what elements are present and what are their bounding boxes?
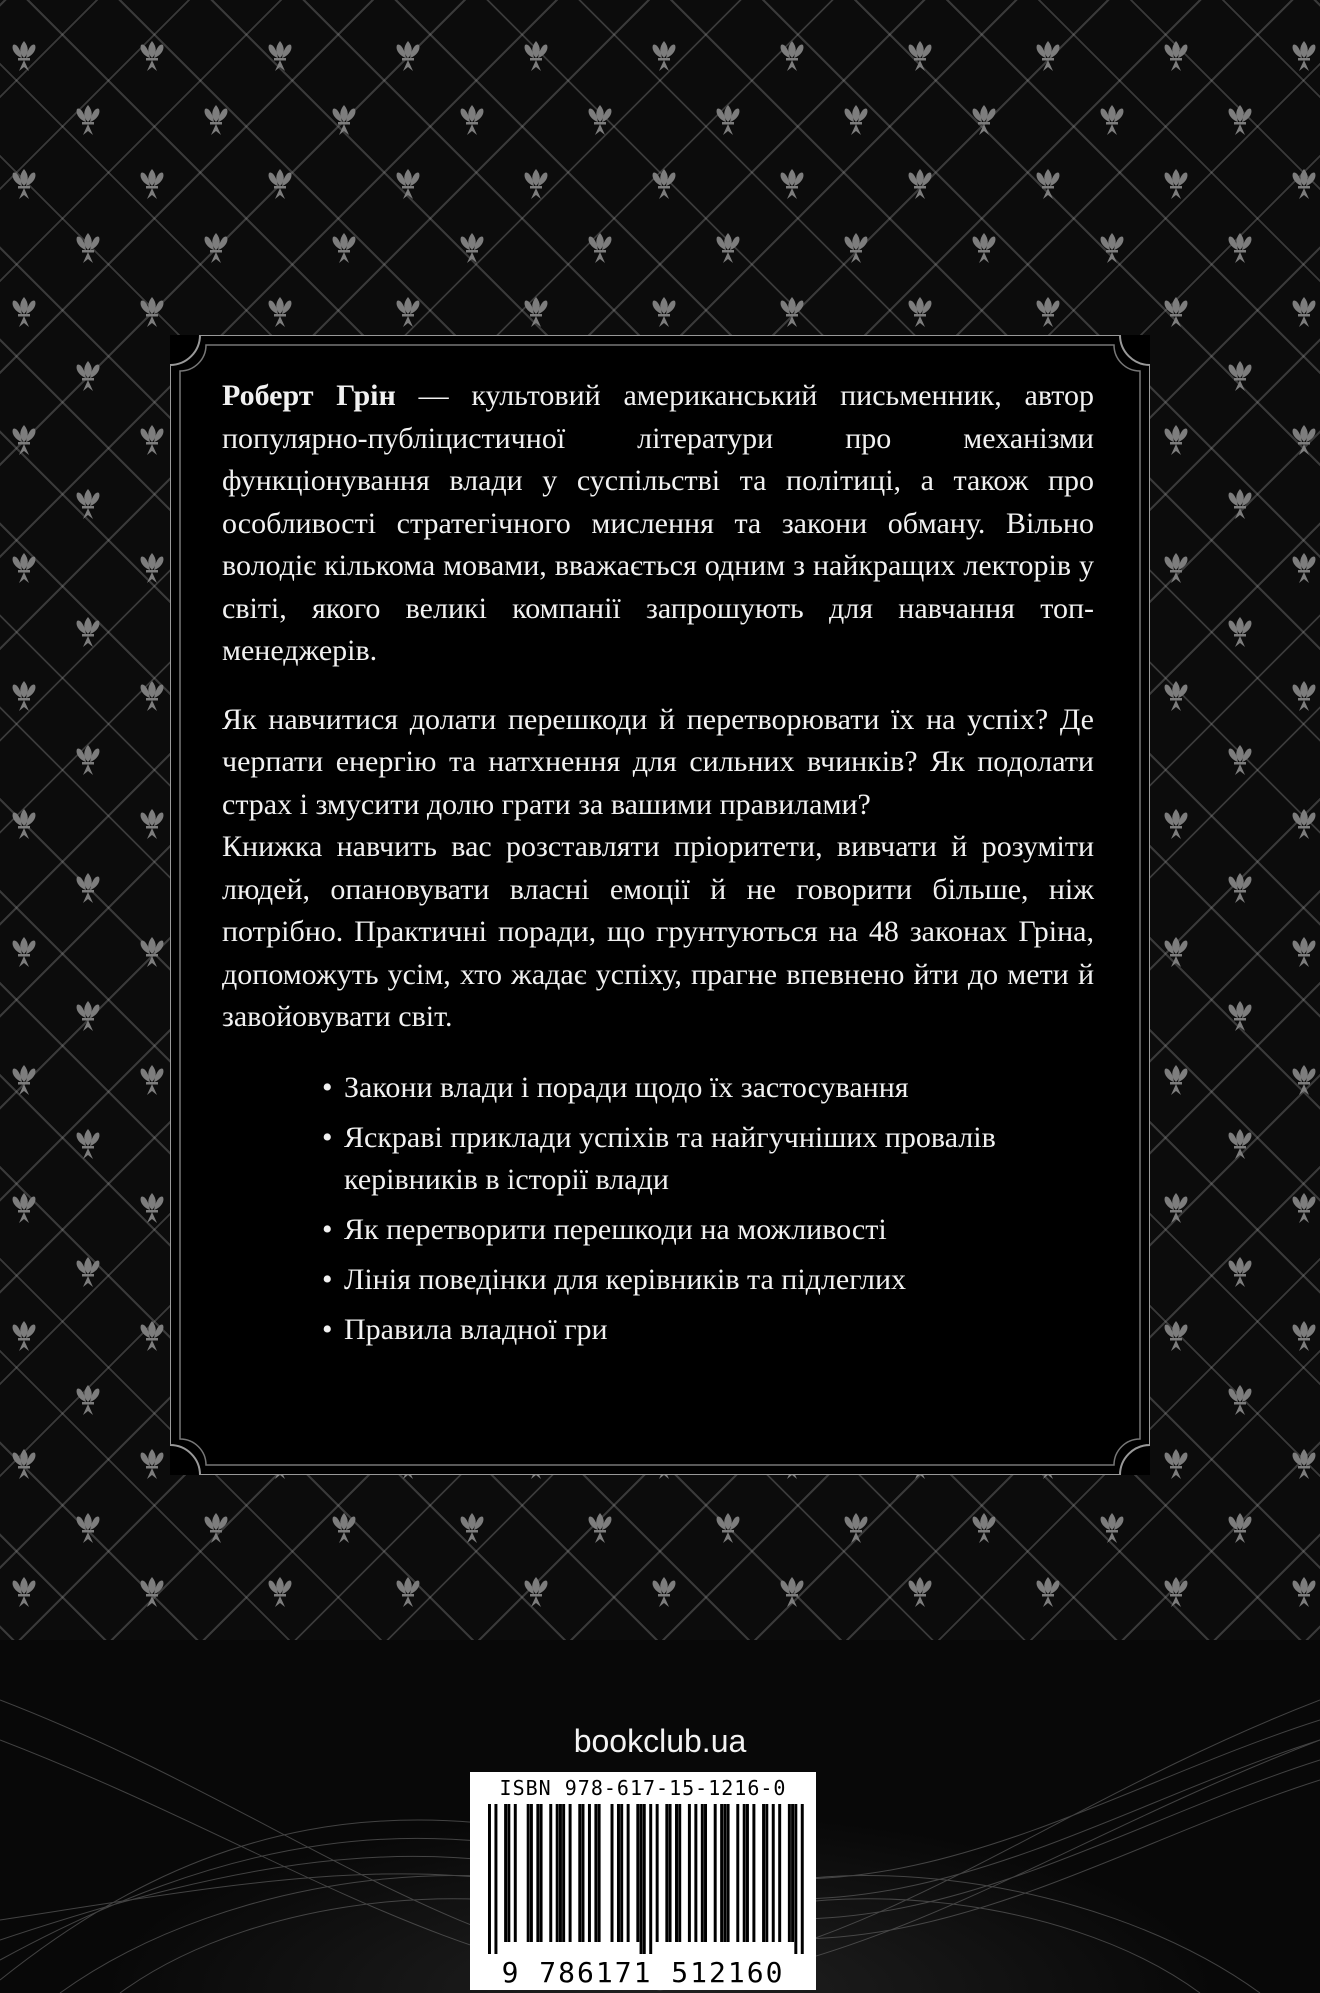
barcode-digits: 9 786171 512160 xyxy=(501,1956,785,1989)
list-item: • Як перетворити перешкоди на можливості xyxy=(322,1209,1094,1251)
description-panel xyxy=(170,335,1150,1475)
list-item: • Правила владної гри xyxy=(322,1309,1094,1351)
question-paragraph: Як навчитися долати перешкоди й перетворювати їх на успіх? Де черпати енергію та натхнення для сильних вчинків? Як подолати страх і змусити долю грати за вашими правилами? xyxy=(222,702,1094,821)
list-item: • Закони влади і поради щодо їх застосування xyxy=(322,1067,1094,1109)
publisher-website: bookclub.ua xyxy=(573,1723,747,1759)
bullet-dot-icon: • xyxy=(322,1262,333,1296)
author-name: Роберт Грін xyxy=(222,379,396,412)
bullet-dot-icon: • xyxy=(322,1070,333,1104)
list-item: • Яскраві приклади успіхів та найгучніших провалів керівників в історії влади xyxy=(322,1117,1094,1201)
list-item: • Лінія поведінки для керівників та підлеглих xyxy=(322,1259,1094,1301)
barcode-icon xyxy=(488,1804,804,1954)
author-bio-text: — культовий американський письменник, автор популярно-публіцистичної літератури про механізми функціонування влади у суспільстві та політиці, а також про особливості стратегічного мислення та закони обману. Вільно володіє кількома мовами, вважається одним з найкращих лекторів у світі, якого великі компанії запрошують для навчання топ-менеджерів. xyxy=(222,379,1094,667)
barcode-label xyxy=(470,1772,816,1990)
book-description: Книжка навчить вас розставляти пріоритети, вивчати й розуміти людей, опановувати власні емоції й не говорити більше, ніж потрібно. Практичні поради, що грунтуються на 48 законах Гріна, допоможуть усім, хто жадає успіху, прагне впевнено йти до мети й завойовувати світ. xyxy=(222,830,1094,1033)
bullet-dot-icon: • xyxy=(322,1120,333,1154)
isbn-text: ISBN 978-617-15-1216-0 xyxy=(499,1776,787,1800)
author-bio xyxy=(222,375,1094,673)
bullet-dot-icon: • xyxy=(322,1212,333,1246)
bullet-dot-icon: • xyxy=(322,1312,333,1346)
bullet-list xyxy=(222,1067,1094,1351)
panel-text xyxy=(222,375,1094,1359)
